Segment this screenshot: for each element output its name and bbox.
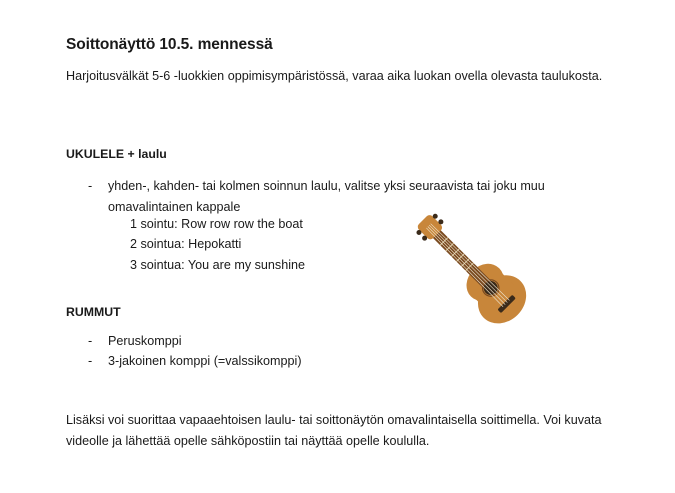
rummut-heading: RUMMUT [66, 305, 121, 319]
rummut-bullet-2 [88, 351, 588, 372]
rummut-bullet-1 [88, 331, 588, 352]
bullet-text: 3-jakoinen komppi (=valssikomppi) [108, 354, 302, 368]
song-item-1: 1 sointu: Row row row the boat [130, 217, 303, 231]
intro-paragraph: Harjoitusvälkät 5-6 -luokkien oppimisympäristössä, varaa aika luokan ovella olevasta taulukosta. [66, 69, 603, 83]
bullet-text: yhden-, kahden- tai kolmen soinnun laulu, valitse yksi seuraavista tai joku muu omavalintainen kappale [108, 179, 545, 214]
song-item-3: 3 sointua: You are my sunshine [130, 258, 306, 272]
outro-paragraph: Lisäksi voi suorittaa vapaaehtoisen laulu- tai soittonäytön omavalintaisella soittimella. Voi kuvata videolle ja lähettää opelle sähköpostiin tai näyttää opelle koululla. [66, 413, 602, 448]
page-title: Soittonäyttö 10.5. mennessä [66, 36, 273, 53]
bullet-dash: - [88, 179, 93, 193]
song-item-2: 2 sointua: Hepokatti [130, 237, 242, 251]
bullet-dash: - [88, 354, 93, 368]
ukulele-heading: UKULELE + laulu [66, 147, 167, 161]
bullet-text: Peruskomppi [108, 334, 182, 348]
ukulele-icon [410, 208, 535, 333]
bullet-dash: - [88, 334, 93, 348]
